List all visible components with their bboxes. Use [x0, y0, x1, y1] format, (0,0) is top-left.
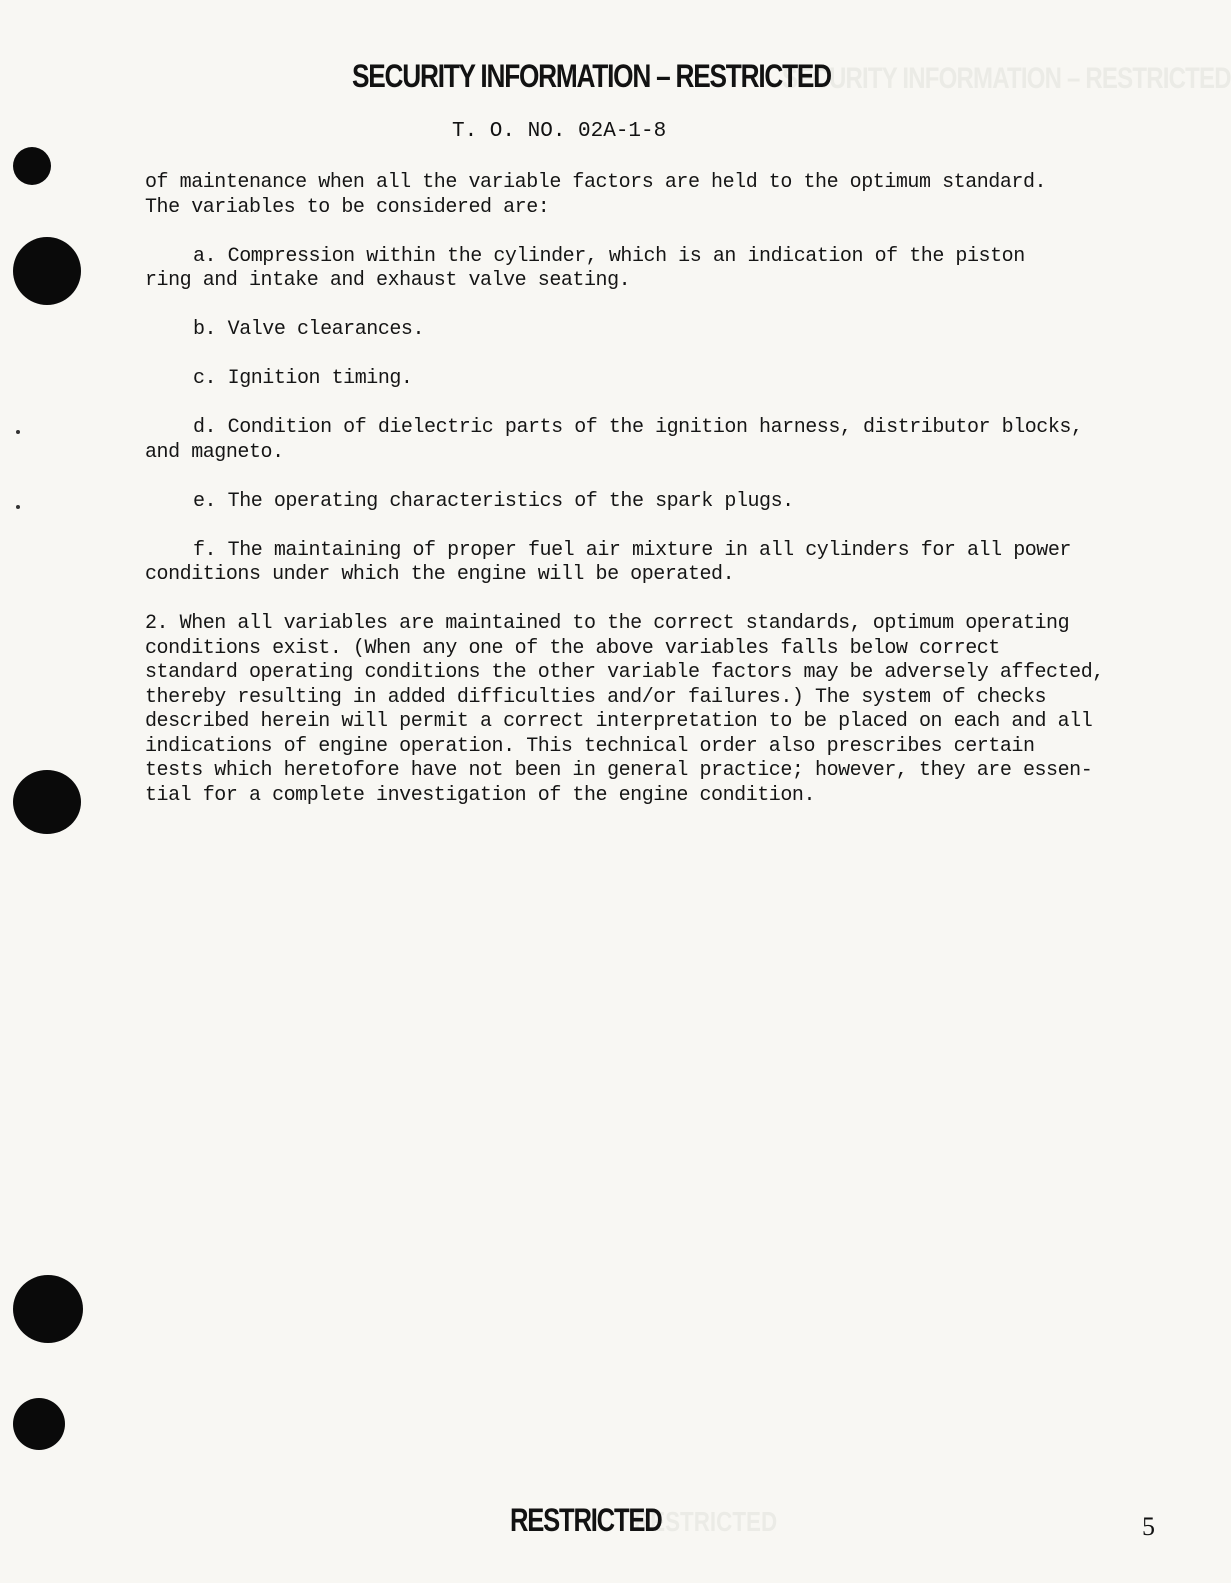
list-item-d: d. Condition of dielectric parts of the ignition harness, distributor blocks, and magneto. — [145, 416, 1083, 464]
punch-hole-3 — [13, 770, 81, 834]
margin-mark-2 — [16, 505, 20, 509]
list-item-e: e. The operating characteristics of the spark plugs. — [193, 489, 794, 513]
punch-hole-1 — [13, 147, 51, 185]
document-body — [145, 171, 1185, 833]
footer-classification: RESTRICTED — [510, 1502, 662, 1538]
list-item-c: c. Ignition timing. — [193, 367, 413, 390]
punch-hole-5 — [13, 1398, 65, 1450]
intro-paragraph: of maintenance when all the variable factors are held to the optimum standard. The variables to be considered are: — [145, 171, 1047, 219]
header-classification-bleed: SECURITY INFORMATION – RESTRICTED — [782, 62, 1231, 95]
paragraph-2: 2. When all variables are maintained to the correct standards, optimum operating conditions exist. (When any one of the above variables falls below correct standard operating conditions the other variable factors may be adversely affected, thereby resulting in added difficulties and/or failures.) The system of checks described herein will permit a correct interpretation to be placed on each and all indications of engine operation. This technical order also prescribes certain tests which heretofore have not been in general practice; however, they are essen- tial for a complete investigation of the engine condition. — [145, 612, 1104, 807]
list-item-f: f. The maintaining of proper fuel air mixture in all cylinders for all power conditions under which the engine will be operated. — [145, 538, 1071, 586]
list-item-b: b. Valve clearances. — [193, 318, 425, 341]
header-classification: SECURITY INFORMATION – RESTRICTED — [352, 58, 831, 94]
footer-classification-bleed: RESTRICTED — [634, 1506, 778, 1537]
list-item-a: a. Compression within the cylinder, which is an indication of the piston ring and intake and exhaust valve seating. — [145, 244, 1025, 292]
page-number: 5 — [1142, 1512, 1155, 1541]
punch-hole-2 — [13, 237, 81, 305]
technical-order-number: T. O. NO. 02A-1-8 — [452, 120, 667, 143]
punch-hole-4 — [13, 1275, 83, 1343]
margin-mark-1 — [16, 430, 20, 434]
